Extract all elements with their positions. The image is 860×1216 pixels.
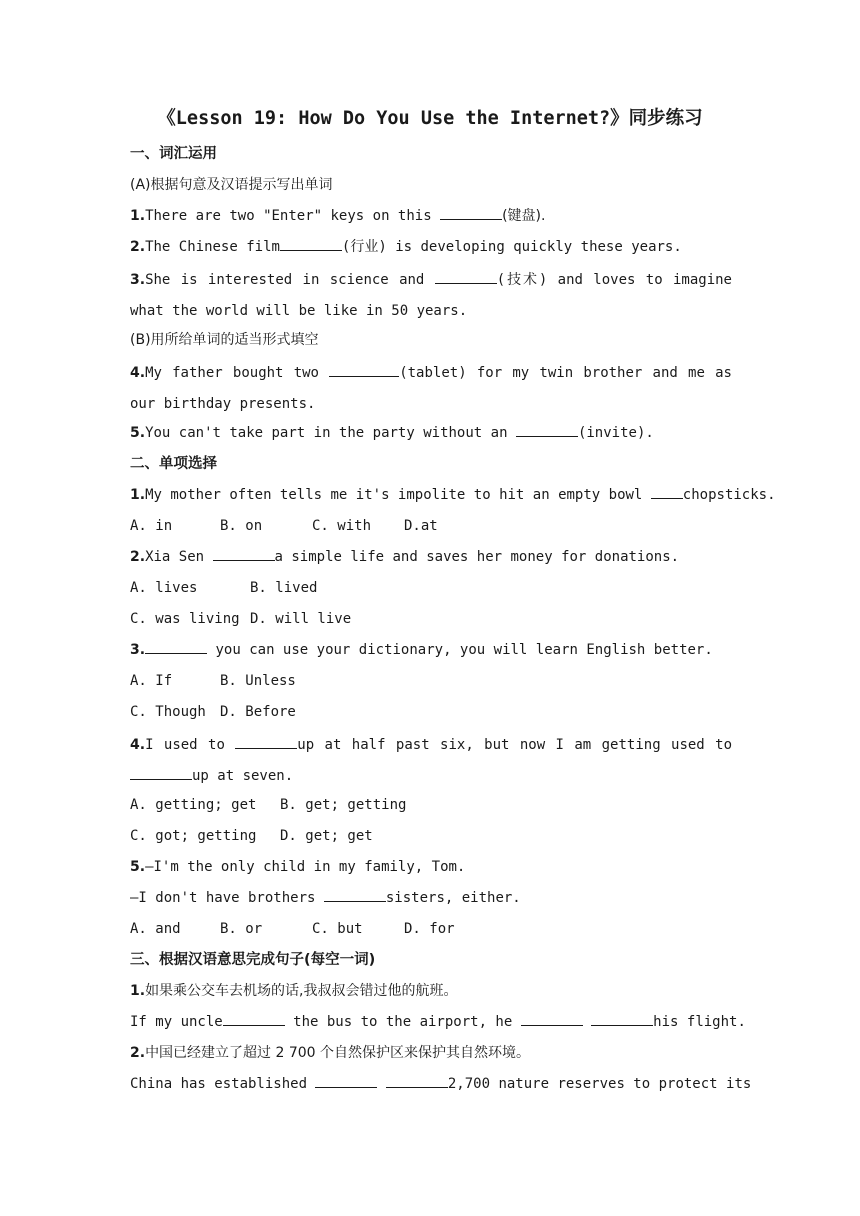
section-1a-heading: (A)根据句意及汉语提示写出单词	[130, 177, 333, 193]
question-text: 中国已经建立了超过 2 700 个自然保护区来保护其自然环境。	[145, 1045, 531, 1061]
question-text: a simple life and saves her money for donations.	[274, 549, 680, 565]
option-b[interactable]: B. or	[220, 921, 263, 937]
option-c[interactable]: C. but	[312, 921, 363, 937]
question-text: (行业) is developing quickly these years.	[341, 239, 682, 255]
answer-blank[interactable]	[440, 205, 502, 220]
s1-question-2	[130, 234, 732, 265]
s2-question-2	[130, 544, 732, 575]
answer-blank[interactable]	[315, 1073, 377, 1088]
option-d[interactable]: D. will live	[250, 611, 352, 627]
answer-blank[interactable]	[130, 765, 192, 780]
s2-q5-options	[130, 916, 732, 947]
section-1b-heading: (B)用所给单词的适当形式填空	[130, 332, 319, 348]
option-b[interactable]: B. get; getting	[280, 797, 407, 813]
s1-question-1	[130, 203, 732, 234]
s2-q1-options	[130, 513, 732, 544]
s2-question-3	[130, 637, 732, 668]
answer-blank[interactable]	[223, 1011, 285, 1026]
option-c[interactable]: C. was living	[130, 611, 240, 627]
question-text: She is interested in science and	[145, 272, 435, 288]
question-text: up at half past six, but now I am getting used to	[297, 737, 732, 753]
question-number: 1.	[130, 983, 146, 999]
option-c[interactable]: C. got; getting	[130, 828, 257, 844]
question-text: The Chinese film	[145, 239, 280, 255]
answer-blank[interactable]	[435, 269, 497, 284]
answer-blank[interactable]	[591, 1011, 653, 1026]
s2-q3-options-row1	[130, 668, 732, 699]
s2-q4-options-row2	[130, 823, 732, 854]
question-text: My father bought two	[145, 365, 330, 381]
question-text: I used to	[145, 737, 236, 753]
question-number: 2.	[130, 549, 146, 565]
s3-question-2-en	[130, 1071, 752, 1102]
question-number: 4.	[130, 365, 146, 381]
s1-question-5	[130, 420, 732, 451]
s1-question-3	[130, 265, 732, 327]
question-text: (技术) and loves to imagine what the world will be like in 50 years.	[130, 272, 732, 319]
section-1-heading: 一、词汇运用	[130, 146, 217, 162]
question-number: 1.	[130, 208, 146, 224]
option-c[interactable]: C. with	[312, 518, 372, 534]
answer-blank[interactable]	[280, 236, 342, 251]
question-number: 5.	[130, 859, 146, 875]
exercise-content	[130, 141, 776, 1102]
s3-question-1-cn	[130, 978, 732, 1009]
question-number: 2.	[130, 1045, 146, 1061]
question-text: (invite).	[577, 425, 654, 441]
question-text: up at seven.	[192, 768, 294, 784]
question-text: chopsticks.	[682, 487, 776, 503]
question-number: 3.	[130, 642, 146, 658]
question-text: (tablet) for my twin brother and me as our birthday presents.	[130, 365, 732, 412]
option-a[interactable]: A. If	[130, 673, 173, 689]
question-text: Xia Sen	[145, 549, 213, 565]
answer-blank[interactable]	[324, 887, 386, 902]
option-b[interactable]: B. Unless	[220, 673, 296, 689]
option-a[interactable]: A. in	[130, 518, 173, 534]
answer-blank[interactable]	[213, 546, 275, 561]
s3-question-1-en	[130, 1009, 746, 1040]
answer-blank[interactable]	[651, 484, 683, 499]
s2-question-1	[130, 482, 776, 513]
page-title: 《Lesson 19: How Do You Use the Internet?》同步练习	[157, 108, 703, 129]
answer-blank[interactable]	[516, 422, 578, 437]
s2-q5-response	[130, 885, 732, 916]
answer-blank[interactable]	[386, 1073, 448, 1088]
question-text: There are two "Enter" keys on this	[145, 208, 441, 224]
answer-blank[interactable]	[521, 1011, 583, 1026]
option-c[interactable]: C. Though	[130, 704, 206, 720]
s2-q2-options-row2	[130, 606, 732, 637]
answer-blank[interactable]	[235, 734, 297, 749]
question-text: the bus to the airport, he	[284, 1014, 521, 1030]
question-number: 5.	[130, 425, 146, 441]
question-text: You can't take part in the party without an	[145, 425, 516, 441]
section-2-heading: 二、单项选择	[130, 456, 217, 472]
question-text: China has established	[130, 1076, 316, 1092]
question-number: 3.	[130, 272, 146, 288]
option-b[interactable]: B. lived	[250, 580, 318, 596]
question-number: 1.	[130, 487, 146, 503]
question-text: you can use your dictionary, you will learn English better.	[207, 642, 713, 658]
question-text: —I'm the only child in my family, Tom.	[145, 859, 466, 875]
question-text: his flight.	[653, 1014, 746, 1030]
question-text: —I don't have brothers	[130, 890, 324, 906]
answer-blank[interactable]	[145, 639, 207, 654]
option-a[interactable]: A. getting; get	[130, 797, 257, 813]
option-d[interactable]: D. get; get	[280, 828, 373, 844]
s2-question-4	[130, 730, 732, 792]
question-text: My mother often tells me it's impolite to hit an empty bowl	[145, 487, 651, 503]
s2-question-5	[130, 854, 732, 885]
s2-q2-options-row1	[130, 575, 732, 606]
option-a[interactable]: A. and	[130, 921, 181, 937]
question-number: 4.	[130, 737, 146, 753]
s2-q4-options-row1	[130, 792, 732, 823]
question-text: 如果乘公交车去机场的话,我叔叔会错过他的航班。	[145, 983, 458, 999]
answer-blank[interactable]	[329, 362, 399, 377]
question-text: (键盘).	[502, 208, 546, 224]
option-d[interactable]: D.at	[404, 518, 438, 534]
option-a[interactable]: A. lives	[130, 580, 198, 596]
question-text: sisters, either.	[385, 890, 521, 906]
option-d[interactable]: D. Before	[220, 704, 296, 720]
option-d[interactable]: D. for	[404, 921, 455, 937]
option-b[interactable]: B. on	[220, 518, 263, 534]
section-3-heading: 三、根据汉语意思完成句子(每空一词)	[130, 952, 376, 968]
s3-question-2-cn	[130, 1040, 732, 1071]
s1-question-4	[130, 358, 732, 420]
question-number: 2.	[130, 239, 146, 255]
question-text: If my uncle	[130, 1014, 223, 1030]
question-text: 2,700 nature reserves to protect its	[447, 1076, 752, 1092]
s2-q3-options-row2	[130, 699, 732, 730]
